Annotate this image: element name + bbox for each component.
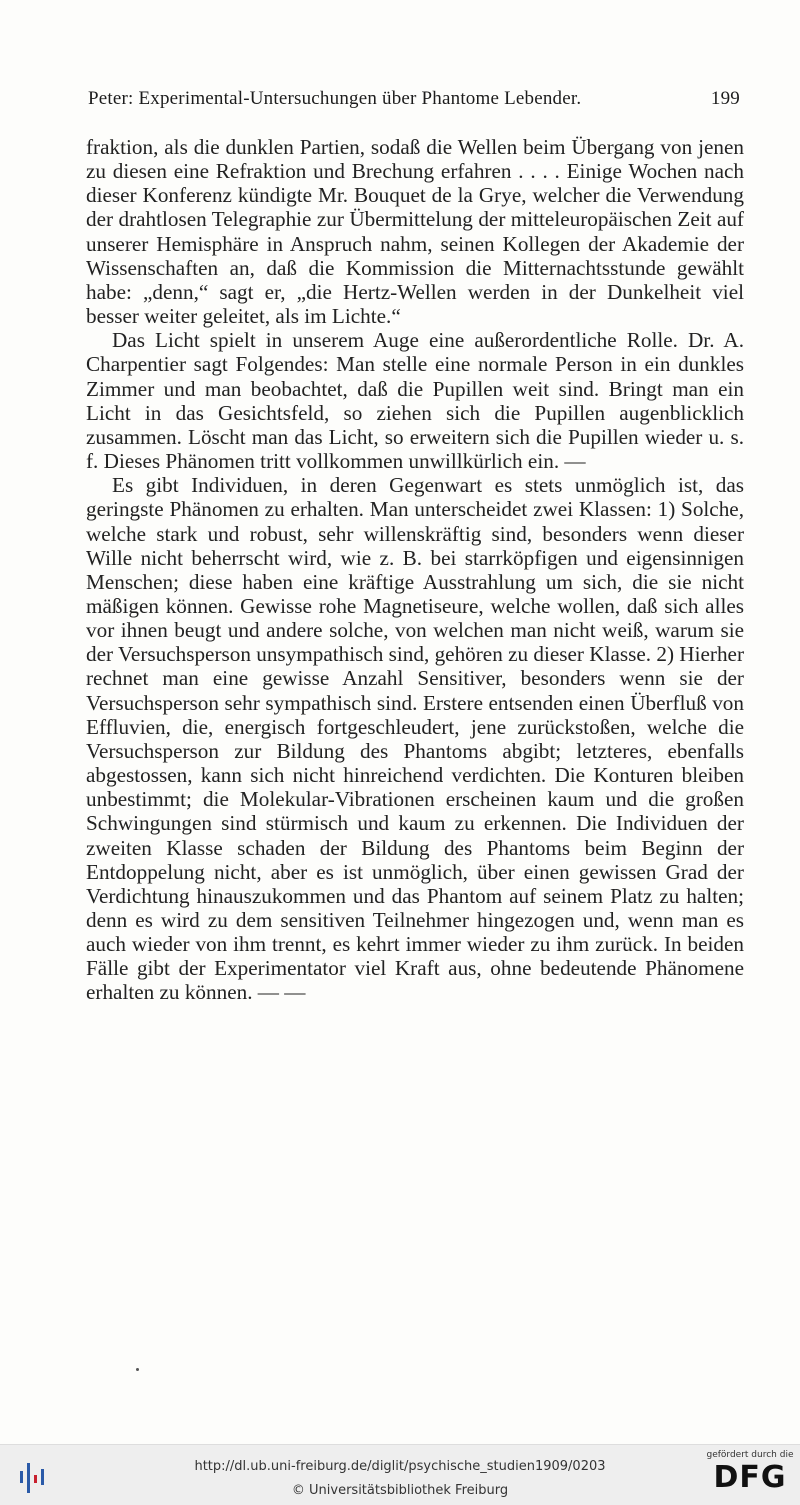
running-head-title: Peter: Experimental-Untersuchungen über Phantome Lebender. [88,88,582,109]
body-text [86,135,744,1005]
paragraph: fraktion, als die dunklen Partien, sodaß die Wellen beim Übergang von jenen zu diesen eine Refraktion und Brechung erfahren . . . . Einige Wochen nach dieser Konferenz kündigte Mr. Bouquet de la Grye, welcher die Verwendung der drahtlosen Telegraphie zur Übermittelung der mitteleuropäischen Zeit auf unserer Hemisphäre in Anspruch nahm, seinen Kollegen der Akademie der Wissenschaften an, daß die Kommission die Mitternachtsstunde gewählt habe: „denn,“ sagt er, „die Hertz-Wellen werden in der Dunkelheit viel besser weiter geleitet, als im Lichte.“ [86,135,744,329]
paragraph: Das Licht spielt in unserem Auge eine außerordentliche Rolle. Dr. A. Charpentier sagt Folgendes: Man stelle eine normale Person in ein dunkles Zimmer und man beobachtet, daß die Pupillen weit sind. Bringt man ein Licht in das Gesichtsfeld, so ziehen sich die Pupillen augenblicklich zusammen. Löscht man das Licht, so erweitern sich die Pupillen wieder u. s. f. Dieses Phänomen tritt vollkommen unwillkürlich ein. — [86,328,744,474]
viewer-footer [0,1444,800,1505]
dfg-funding-label: gefördert durch die [706,1450,794,1460]
dfg-logo[interactable] [704,1449,796,1501]
permalink[interactable]: http://dl.ub.uni-freiburg.de/diglit/psychische_studien1909/0203 [194,1459,606,1474]
copyright-notice: © Universitätsbibliothek Freiburg [291,1483,509,1498]
page-number: 199 [710,88,740,109]
dfg-logo-text: DFG [713,1460,787,1495]
paragraph: Es gibt Individuen, in deren Gegenwart es stets unmöglich ist, das geringste Phänomen zu erhalten. Man unterscheidet zwei Klassen: 1) Solche, welche stark und robust, sehr willenskräftig sind, besonders wenn dieser Wille nicht beherrscht wird, wie z. B. bei starrköpfigen und eigensinnigen Menschen; diese haben eine kräftige Ausstrahlung um sich, die sie nicht mäßigen können. Gewisse rohe Magnetiseure, welche wollen, daß sich alles vor ihnen beugt und andere solche, von welchen man nicht weiß, warum sie der Versuchsperson unsympathisch sind, gehören zu dieser Klasse. 2) Hierher rechnet man eine gewisse Anzahl Sensitiver, besonders wenn sie der Versuchsperson sehr sympathisch sind. Erstere entsenden einen Überfluß von Effluvien, die, energisch fortgeschleudert, jene zurückstoßen, welche die Versuchsperson zur Bildung des Phantoms abgibt; letzteres, ebenfalls abgestossen, kann sich nicht hinreichend verdichten. Die Konturen bleiben unbestimmt; die Molekular-Vibrationen erscheinen kaum und die großen Schwingungen sind stürmisch und kaum zu erkennen. Die Individuen der zweiten Klasse schaden der Bildung des Phantoms beim Beginn der Entdoppelung nicht, aber es ist unmöglich, über einen gewissen Grad der Verdichtung hinauszukommen und das Phantom auf seinem Platz zu halten; denn es wird zu dem sensitiven Teilnehmer hingezogen und, wenn man es auch wieder von ihm trennt, es kehrt immer wieder zu ihm zurück. In beiden Fälle gibt der Experimentator viel Kraft aus, ohne bedeutende Phänomene erhalten zu können. — — [86,473,745,1005]
scan-speck [136,1368,139,1371]
running-head [88,88,748,110]
